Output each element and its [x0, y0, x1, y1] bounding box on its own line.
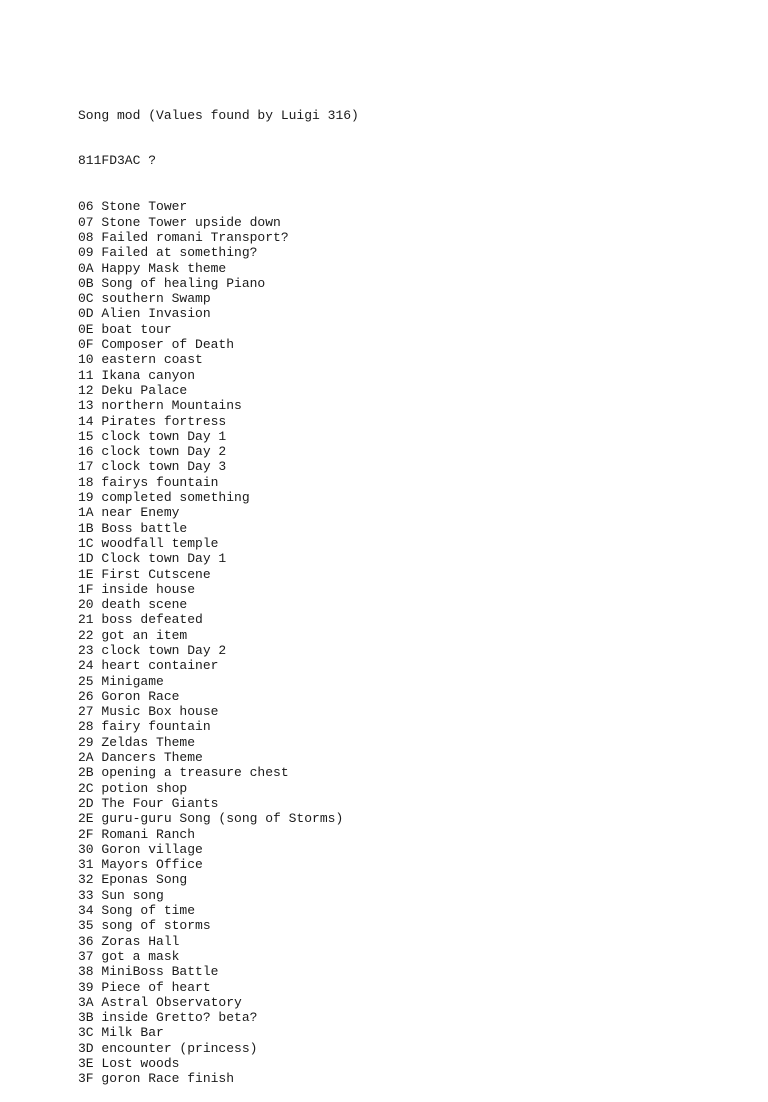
song-entry: 39 Piece of heart [78, 979, 211, 995]
song-entry: 2C potion shop [78, 780, 188, 796]
song-entry: 16 clock town Day 2 [78, 444, 227, 460]
song-entry: 3A Astral Observatory [78, 994, 242, 1010]
song-entry: 1E First Cutscene [78, 566, 211, 582]
song-entry: 37 got a mask [78, 948, 180, 964]
song-entry: 26 Goron Race [78, 688, 180, 704]
song-entry: 13 northern Mountains [78, 398, 242, 414]
song-entry: 3E Lost woods [78, 1056, 180, 1071]
song-entry: 10 eastern coast [78, 352, 203, 368]
song-list [78, 199, 738, 1086]
document-page [78, 77, 738, 1102]
song-entry: 38 MiniBoss Battle [78, 964, 219, 980]
song-entry: 1A near Enemy [78, 505, 180, 521]
song-entry: 0B Song of healing Piano [78, 275, 266, 291]
song-entry: 20 death scene [78, 597, 188, 613]
song-entry: 23 clock town Day 2 [78, 642, 227, 658]
song-entry: 07 Stone Tower upside down [78, 214, 281, 230]
song-entry: 09 Failed at something? [78, 245, 258, 261]
memory-address: 811FD3AC ? [78, 153, 157, 169]
song-entry: 1B Boss battle [78, 520, 188, 536]
song-entry: 35 song of storms [78, 918, 211, 934]
song-entry: 1C woodfall temple [78, 535, 219, 551]
song-entry: 3D encounter (princess) [78, 1040, 258, 1056]
song-entry: 21 boss defeated [78, 612, 203, 628]
song-entry: 24 heart container [78, 658, 219, 674]
song-entry: 18 fairys fountain [78, 474, 219, 490]
song-entry: 34 Song of time [78, 903, 196, 919]
song-entry: 1F inside house [78, 581, 196, 597]
song-entry: 11 Ikana canyon [78, 367, 196, 383]
song-entry: 30 Goron village [78, 841, 203, 857]
song-entry: 36 Zoras Hall [78, 933, 180, 949]
song-entry: 22 got an item [78, 627, 188, 643]
song-entry: 3F goron Race finish [78, 1071, 235, 1087]
song-entry: 0F Composer of Death [78, 337, 235, 353]
song-entry: 17 clock town Day 3 [78, 459, 227, 475]
song-entry: 14 Pirates fortress [78, 413, 227, 429]
song-entry: 3C Milk Bar [78, 1025, 164, 1041]
song-entry: 0D Alien Invasion [78, 306, 211, 322]
song-entry: 25 Minigame [78, 673, 164, 689]
song-entry: 0A Happy Mask theme [78, 260, 227, 276]
song-entry: 29 Zeldas Theme [78, 734, 196, 750]
song-entry: 12 Deku Palace [78, 382, 188, 398]
song-entry: 2F Romani Ranch [78, 826, 196, 842]
song-entry: 33 Sun song [78, 887, 164, 903]
song-entry: 06 Stone Tower [78, 199, 188, 215]
song-entry: 2B opening a treasure chest [78, 765, 289, 781]
song-entry: 2E guru-guru Song (song of Storms) [78, 811, 344, 827]
song-entry: 28 fairy fountain [78, 719, 211, 735]
song-entry: 0E boat tour [78, 321, 172, 337]
song-entry: 15 clock town Day 1 [78, 428, 227, 444]
song-entry: 31 Mayors Office [78, 857, 203, 873]
document-title: Song mod (Values found by Luigi 316) [78, 107, 359, 123]
song-entry: 08 Failed romani Transport? [78, 229, 289, 245]
song-entry: 2D The Four Giants [78, 795, 219, 811]
song-entry: 27 Music Box house [78, 704, 219, 720]
song-entry: 0C southern Swamp [78, 291, 211, 307]
song-entry: 32 Eponas Song [78, 872, 188, 888]
song-entry: 3B inside Gretto? beta? [78, 1010, 258, 1026]
song-entry: 19 completed something [78, 490, 250, 506]
song-entry: 2A Dancers Theme [78, 750, 203, 766]
song-entry: 1D Clock town Day 1 [78, 551, 227, 567]
